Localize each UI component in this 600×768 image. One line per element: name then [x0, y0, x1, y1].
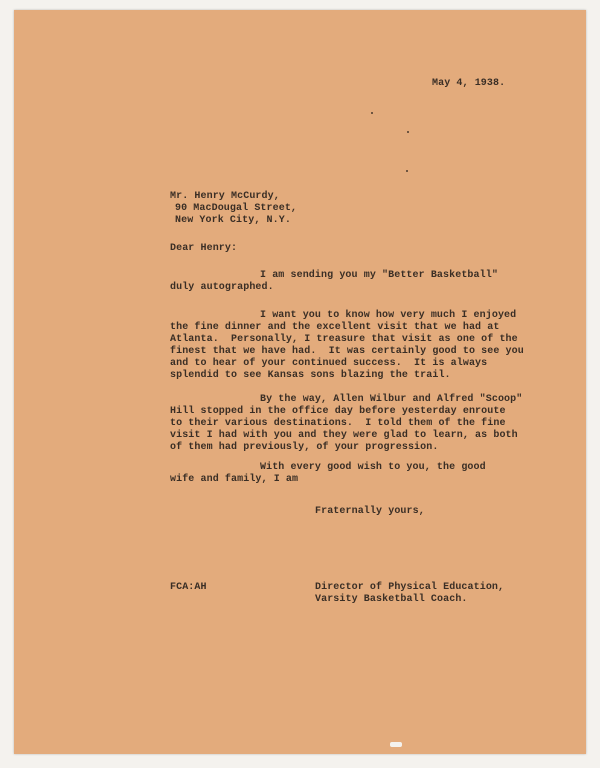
- signature-title-2: Varsity Basketball Coach.: [315, 594, 468, 605]
- body-line: Hill stopped in the office day before yesterday enroute: [170, 406, 506, 417]
- body-line: the fine dinner and the excellent visit that we had at: [170, 322, 500, 333]
- body-line: of them had previously, of your progression.: [170, 442, 439, 453]
- body-line: I am sending you my "Better Basketball": [260, 270, 498, 281]
- body-line: With every good wish to you, the good: [260, 462, 486, 473]
- letter-page: [14, 10, 586, 754]
- recipient-street: 90 MacDougal Street,: [175, 203, 298, 214]
- body-line: I want you to know how very much I enjoyed: [260, 310, 517, 321]
- recipient-name: Mr. Henry McCurdy,: [170, 191, 280, 202]
- signature-title-1: Director of Physical Education,: [315, 582, 505, 593]
- body-line: splendid to see Kansas sons blazing the trail.: [170, 370, 451, 381]
- body-line: and to hear of your continued success. It is always: [170, 358, 488, 369]
- body-line: to their various destinations. I told them of the fine: [170, 418, 506, 429]
- recipient-city: New York City, N.Y.: [175, 215, 291, 226]
- typist-initials: FCA:AH: [170, 582, 207, 593]
- body-line: duly autographed.: [170, 282, 274, 293]
- body-line: finest that we have had. It was certainly good to see you: [170, 346, 524, 357]
- letter-date: May 4, 1938.: [432, 78, 506, 89]
- body-line: visit I had with you and they were glad to learn, as both: [170, 430, 518, 441]
- body-line: Atlanta. Personally, I treasure that visit as one of the: [170, 334, 518, 345]
- body-line: wife and family, I am: [170, 474, 299, 485]
- paper-speck: [371, 112, 373, 114]
- paper-speck: [406, 170, 408, 172]
- body-line: By the way, Allen Wilbur and Alfred "Scoop": [260, 394, 523, 405]
- paper-speck: [407, 131, 409, 133]
- closing: Fraternally yours,: [315, 506, 425, 517]
- paper-edge-notch: [390, 742, 402, 747]
- salutation: Dear Henry:: [170, 243, 238, 254]
